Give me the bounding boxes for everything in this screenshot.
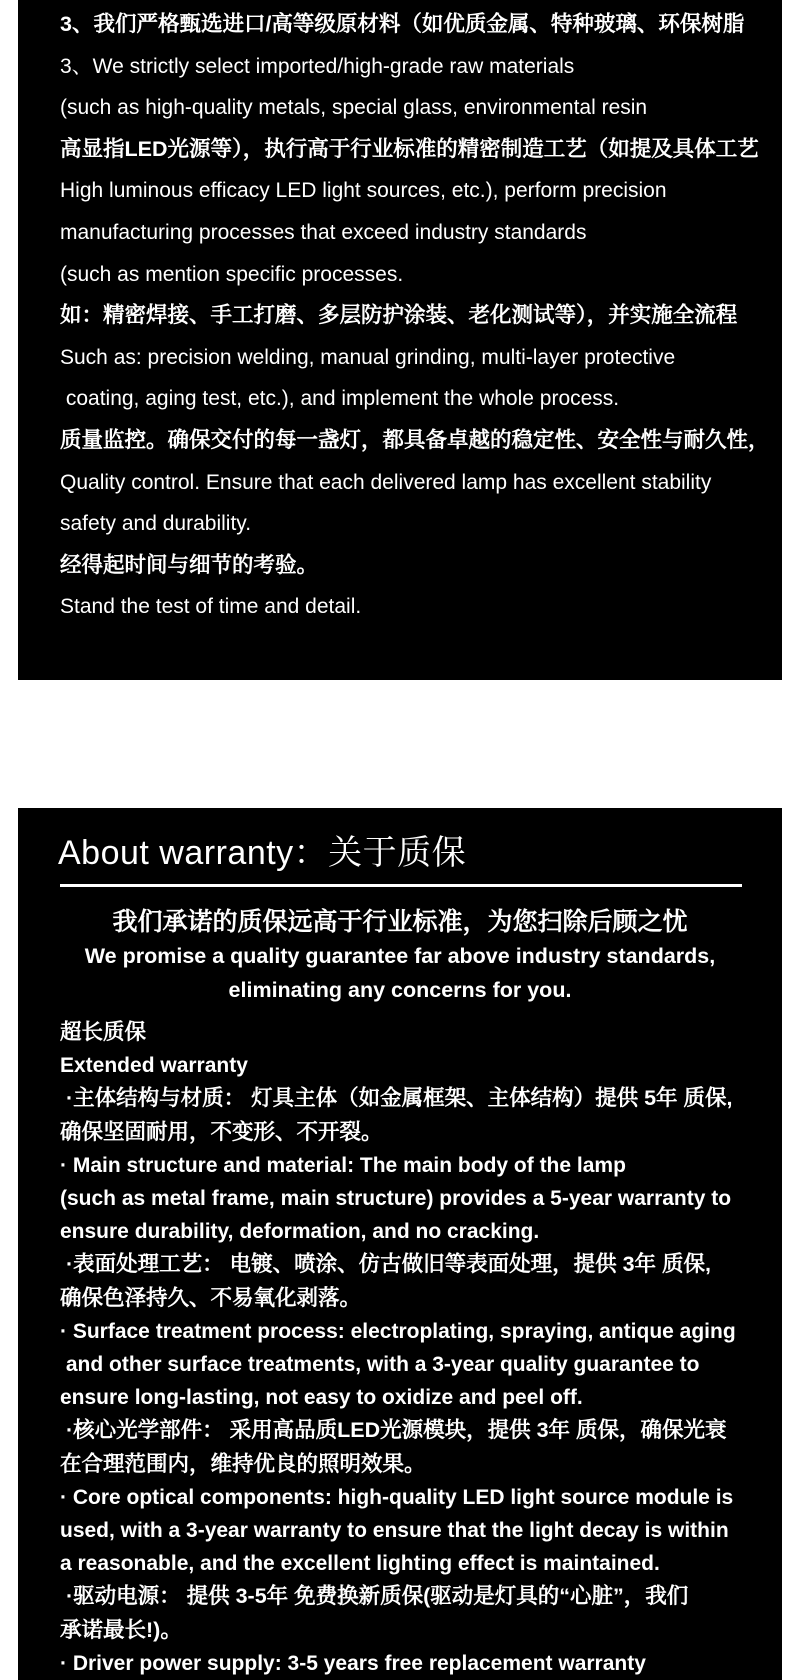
text-line: 质量监控。确保交付的每一盏灯，都具备卓越的稳定性、安全性与耐久性， — [60, 427, 770, 452]
warranty-title: About warranty：关于质保 — [58, 834, 467, 872]
title-underline — [60, 884, 742, 887]
text-line: 确保坚固耐用，不变形、不开裂。 — [60, 1119, 383, 1144]
text-line: (such as mention specific processes. — [60, 262, 404, 286]
text-line: 高显指LED光源等），执行高于行业标准的精密制造工艺（如提及具体工艺 — [60, 136, 759, 161]
materials-text-block — [60, 4, 782, 628]
text-line: ·驱动电源： 提供 3-5年 免费换新质保(驱动是灯具的“心脏”，我们 — [60, 1584, 689, 1609]
warranty-subtitle-en-line2: eliminating any concerns for you. — [228, 978, 572, 1002]
materials-panel — [18, 0, 782, 680]
text-line: a reasonable, and the excellent lighting effect is maintained. — [60, 1552, 660, 1576]
text-line: High luminous efficacy LED light sources, etc.), perform precision — [60, 179, 667, 203]
text-line: and other surface treatments, with a 3-year quality guarantee to — [60, 1353, 700, 1377]
text-line: Such as: precision welding, manual grinding, multi-layer protective — [60, 345, 676, 369]
text-line: (such as metal frame, main structure) provides a 5-year warranty to — [60, 1187, 732, 1211]
text-line: 承诺最长!)。 — [60, 1617, 182, 1642]
warranty-subtitle-cn: 我们承诺的质保远高于行业标准，为您扫除后顾之忧 — [112, 908, 688, 936]
text-line: 在合理范围内，维持优良的照明效果。 — [60, 1451, 426, 1476]
text-line: · Driver power supply: 3-5 years free replacement warranty — [60, 1651, 646, 1675]
text-line: 如：精密焊接、手工打磨、多层防护涂装、老化测试等），并实施全流程 — [60, 303, 738, 328]
warranty-panel — [18, 808, 782, 1680]
text-line: Extended warranty — [60, 1054, 248, 1078]
warranty-body-block — [18, 1016, 782, 1680]
text-line: 3、We strictly select imported/high-grade raw materials — [60, 54, 575, 78]
text-line: (such as high-quality metals, special glass, environmental resin — [60, 96, 648, 120]
text-line: safety and durability. — [60, 512, 252, 536]
text-line: ·主体结构与材质： 灯具主体（如金属框架、主体结构）提供 5年 质保, — [60, 1086, 733, 1111]
text-line: ensure long-lasting, not easy to oxidize and peel off. — [60, 1386, 583, 1410]
text-line: 3、我们严格甄选进口/高等级原材料（如优质金属、特种玻璃、环保树脂 — [60, 12, 745, 36]
text-line: · Core optical components: high-quality LED light source module is — [60, 1485, 734, 1509]
text-line: 确保色泽持久、不易氧化剥落。 — [60, 1285, 362, 1310]
text-line: Stand the test of time and detail. — [60, 595, 362, 619]
text-line: ensure durability, deformation, and no cracking. — [60, 1220, 540, 1244]
text-line: Quality control. Ensure that each delivered lamp has excellent stability — [60, 470, 712, 494]
warranty-subtitle-en-line1: We promise a quality guarantee far above industry standards, — [84, 944, 716, 968]
text-line: ·表面处理工艺： 电镀、喷涂、仿古做旧等表面处理，提供 3年 质保, — [60, 1252, 711, 1277]
text-line: used, with a 3-year warranty to ensure that the light decay is within — [60, 1519, 729, 1543]
text-line: coating, aging test, etc.), and implement the whole process. — [60, 387, 620, 411]
text-line: ·核心光学部件： 采用高品质LED光源模块，提供 3年 质保，确保光衰 — [60, 1418, 727, 1443]
text-line: 超长质保 — [60, 1020, 147, 1044]
text-line: manufacturing processes that exceed industry standards — [60, 220, 587, 244]
text-line: · Surface treatment process: electroplating, spraying, antique aging — [60, 1319, 736, 1343]
text-line: 经得起时间与细节的考验。 — [60, 552, 319, 577]
text-line: · Main structure and material: The main body of the lamp — [60, 1153, 626, 1177]
